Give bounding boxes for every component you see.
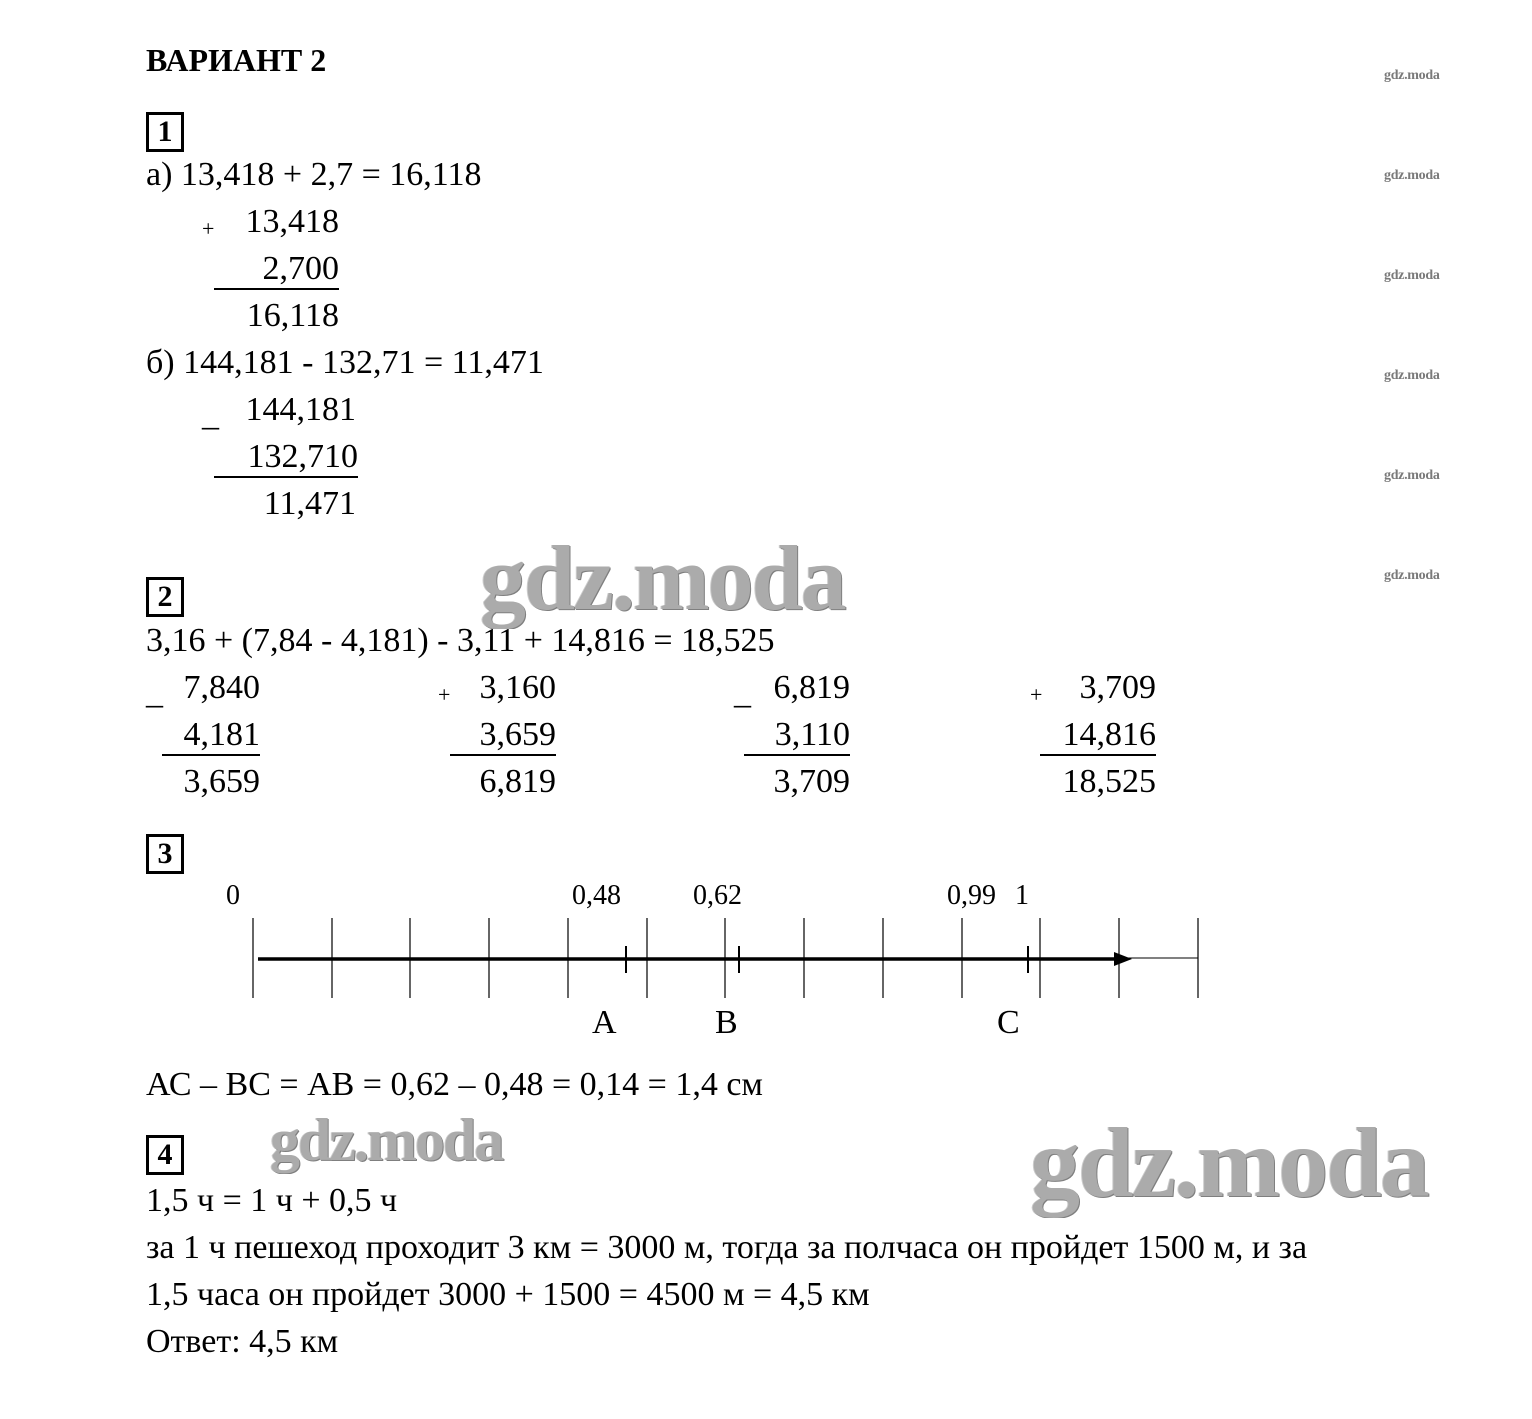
watermark-large: gdz.moda (270, 1107, 503, 1173)
watermark-small: gdz.moda (1384, 268, 1440, 283)
task2-col1-sign: _ (146, 674, 163, 711)
label-c-value: 0,99 (947, 880, 996, 911)
point-c-label: C (997, 1004, 1020, 1041)
task2-col1-result: 3,659 (183, 763, 260, 800)
watermark-large: gdz.moda (1030, 1107, 1428, 1218)
label-zero: 0 (226, 880, 240, 911)
task2-col3-result: 3,709 (773, 763, 850, 800)
task4-line1: 1,5 ч = 1 ч + 0,5 ч (146, 1182, 398, 1219)
label-one: 1 (1015, 880, 1029, 911)
task2-col2-bottom: 3,659 (450, 718, 556, 756)
task3-number: 3 (146, 834, 184, 874)
task1-a-top: 13,418 (245, 203, 339, 240)
label-a-value: 0,48 (572, 880, 621, 911)
task1-number: 1 (146, 112, 184, 152)
task1-a-equation: а) 13,418 + 2,7 = 16,118 (146, 156, 482, 193)
task2-expression: 3,16 + (7,84 - 4,181) - 3,11 + 14,816 = 18,525 (146, 622, 775, 659)
task1-b-bottom: 132,710 (214, 440, 358, 478)
task2-col3-sign: _ (734, 674, 751, 711)
task1-a-result: 16,118 (246, 297, 339, 334)
task1-a-sign: + (202, 216, 215, 241)
task2-col3-top: 6,819 (773, 669, 850, 706)
watermark-small: gdz.moda (1384, 68, 1440, 83)
task2-col4-sign: + (1030, 682, 1043, 707)
watermark-small: gdz.moda (1384, 468, 1440, 483)
watermark-small: gdz.moda (1384, 568, 1440, 583)
task2-col4-top: 3,709 (1079, 669, 1156, 706)
task2-col2-sign: + (438, 682, 451, 707)
watermark-large: gdz.moda (480, 527, 845, 629)
page-title: ВАРИАНТ 2 (146, 42, 327, 78)
task2-col4-bottom: 14,816 (1040, 718, 1156, 756)
task2-col2-top: 3,160 (479, 669, 556, 706)
task3-answer: АС – ВС = АВ = 0,62 – 0,48 = 0,14 = 1,4 см (146, 1066, 763, 1103)
task4-line2: за 1 ч пешеход проходит 3 км = 3000 м, тогда за полчаса он пройдет 1500 м, и за (146, 1229, 1308, 1266)
watermark-small: gdz.moda (1384, 168, 1440, 183)
task4-line3: 1,5 часа он пройдет 3000 + 1500 = 4500 м = 4,5 км (146, 1276, 870, 1313)
watermark-small: gdz.moda (1384, 368, 1440, 383)
task1-b-result: 11,471 (263, 485, 356, 522)
task1-b-sign: _ (202, 396, 219, 433)
task1-a-bottom: 2,700 (214, 252, 339, 290)
task4-answer: Ответ: 4,5 км (146, 1323, 339, 1360)
task2-col1-bottom: 4,181 (162, 718, 260, 756)
point-a-label: A (592, 1004, 617, 1041)
task2-col3-bottom: 3,110 (744, 718, 850, 756)
label-b-value: 0,62 (693, 880, 742, 911)
task2-col4-result: 18,525 (1062, 763, 1156, 800)
task2-col1-top: 7,840 (183, 669, 260, 706)
task2-number: 2 (146, 577, 184, 617)
task1-b-top: 144,181 (245, 391, 356, 428)
point-b-label: B (715, 1004, 738, 1041)
task4-number: 4 (146, 1135, 184, 1175)
task1-b-equation: б) 144,181 - 132,71 = 11,471 (146, 344, 544, 381)
task2-col2-result: 6,819 (479, 763, 556, 800)
